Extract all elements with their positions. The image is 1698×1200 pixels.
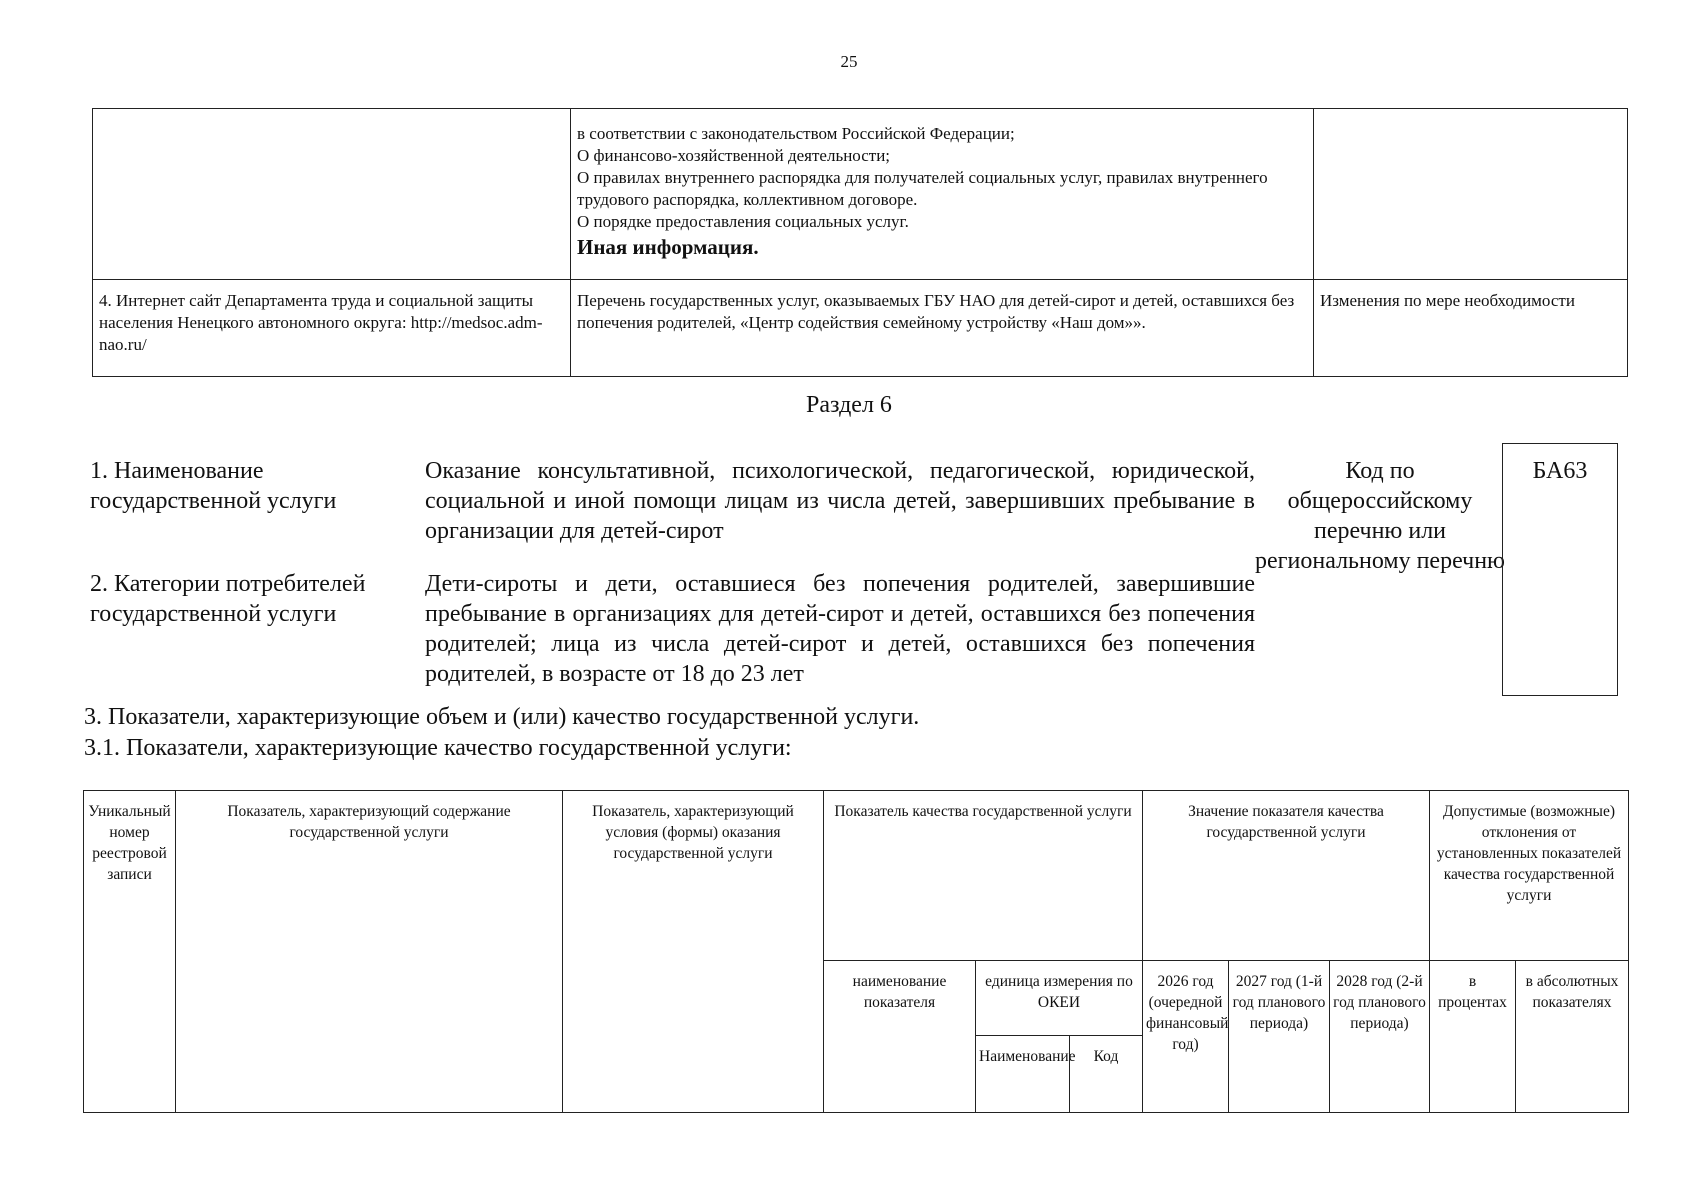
quality-indicators-table	[83, 790, 1629, 1113]
indicators-heading: 3. Показатели, характеризующие объем и (или) качество государственной услуги.	[84, 704, 920, 730]
content-indicator-header: Показатель, характеризующий содержание государственной услуги	[176, 791, 563, 1113]
info-line: в соответствии с законодательством Российской Федерации;	[577, 124, 1015, 143]
info-line: О финансово-хозяйственной деятельности;	[577, 146, 891, 165]
deviations-header: Допустимые (возможные) отклонения от установленных показателей качества государственной услуги	[1430, 791, 1629, 961]
info-row-2-frequency: Изменения по мере необходимости	[1314, 280, 1628, 377]
info-row-2-source: 4. Интернет сайт Департамента труда и социальной защиты населения Ненецкого автономного округа: http://medsoc.adm-nao.ru/	[93, 280, 571, 377]
info-row-2	[93, 280, 1628, 377]
quality-indicators-heading: 3.1. Показатели, характеризующие качество государственной услуги:	[84, 735, 792, 761]
consumer-category-value: Дети-сироты и дети, оставшиеся без попечения родителей, завершившие пребывание в организациях для детей-сирот и детей, оставшихся без попечения родителей; лица из числа детей-сирот и детей, оставшихся без попечения родителей, в возрасте от 18 до 23 лет	[425, 571, 1255, 687]
percent-deviation-header: в процентах	[1430, 961, 1516, 1113]
info-row-1-col3	[1314, 109, 1628, 280]
quality-header-row-1	[84, 791, 1629, 961]
absolute-deviation-header: в абсолютных показателях	[1516, 961, 1629, 1113]
info-line: О правилах внутреннего распорядка для получателей социальных услуг, правилах внутреннего трудового распорядка, коллективном договоре.	[577, 168, 1268, 209]
okei-name-header: Наименование	[976, 1036, 1070, 1113]
service-name-value: Оказание консультативной, психологической, педагогической, юридической, социальной и иной помощи лицам из числа детей, завершивших пребывание в организации для детей-сирот	[425, 458, 1255, 544]
info-row-1-col1	[93, 109, 571, 280]
other-info-heading: Иная информация.	[577, 235, 759, 259]
consumer-category-label: 2. Категории потребителей государственной услуги	[90, 571, 366, 627]
year-2028-header: 2028 год (2-й год планового периода)	[1330, 961, 1430, 1113]
okei-unit-header: единица измерения по ОКЕИ	[976, 961, 1143, 1036]
conditions-indicator-header: Показатель, характеризующий условия (формы) оказания государственной услуги	[563, 791, 824, 1113]
year-2027-header: 2027 год (1-й год планового периода)	[1229, 961, 1330, 1113]
registry-code-box: БА63	[1502, 443, 1618, 696]
section-title: Раздел 6	[806, 392, 892, 418]
info-row-2-content: Перечень государственных услуг, оказываемых ГБУ НАО для детей-сирот и детей, оставшихся без попечения родителей, «Центр содействия семейному устройству «Наш дом»».	[571, 280, 1314, 377]
info-table	[92, 108, 1628, 377]
info-row-1	[93, 109, 1628, 280]
okei-code-header: Код	[1070, 1036, 1143, 1113]
page-number: 25	[840, 52, 858, 71]
service-name-label: 1. Наименование государственной услуги	[90, 458, 337, 514]
info-row-1-col2	[571, 109, 1314, 280]
unique-number-header: Уникальный номер реестровой записи	[84, 791, 176, 1113]
year-2026-header: 2026 год (очередной финансовый год)	[1143, 961, 1229, 1113]
info-line: О порядке предоставления социальных услуг.	[577, 212, 909, 231]
registry-code-label: Код по общероссийскому перечню или региональному перечню	[1255, 458, 1505, 574]
quality-indicator-header: Показатель качества государственной услуги	[824, 791, 1143, 961]
quality-value-header: Значение показателя качества государственной услуги	[1143, 791, 1430, 961]
indicator-name-header: наименование показателя	[824, 961, 976, 1113]
